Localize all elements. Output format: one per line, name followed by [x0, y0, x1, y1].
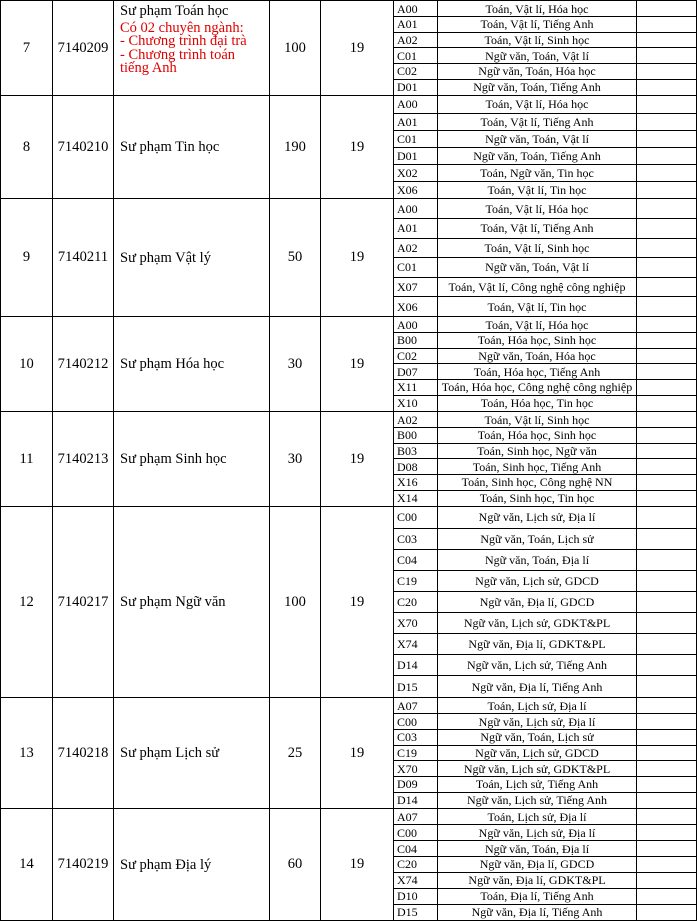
combination-row [394, 277, 696, 297]
subject-combinations [394, 698, 697, 809]
combination-subjects: Ngữ văn, Lịch sử, Tiếng Anh [438, 792, 637, 808]
combination-row [394, 888, 696, 904]
combination-code: C19 [394, 745, 438, 761]
combination-row [394, 348, 696, 364]
combination-code: A00 [397, 1, 418, 16]
combination-code: X10 [394, 395, 438, 411]
admission-quota: 100 [270, 507, 321, 698]
empty-cell [637, 904, 697, 920]
combination-subjects: Toán, Hóa học, Sinh học [438, 428, 637, 444]
empty-cell [637, 348, 697, 364]
empty-cell [637, 277, 697, 297]
empty-cell [637, 96, 697, 113]
specialization-note: tiếng Anh [120, 59, 177, 76]
combination-row [394, 729, 696, 745]
empty-cell [637, 729, 697, 745]
combination-row [394, 655, 696, 676]
major-cell [114, 317, 270, 412]
combination-row [394, 714, 696, 730]
specialization-note: - Chương trình toán [120, 46, 236, 63]
major-row [1, 809, 697, 921]
specialization-note: - Chương trình đại trà [120, 33, 247, 50]
empty-cell [637, 147, 697, 164]
combination-subjects: Ngữ văn, Lịch sử, GDKT&PL [438, 613, 637, 634]
combination-row [394, 181, 696, 198]
combination-subjects: Ngữ văn, Toán, Vật lí [438, 48, 637, 64]
combination-row [394, 613, 696, 634]
empty-cell [637, 490, 697, 506]
combination-list [394, 1, 696, 95]
combination-code: X16 [394, 475, 438, 491]
combination-list [394, 507, 696, 697]
subject-combinations [394, 96, 697, 199]
empty-cell [637, 199, 697, 219]
combination-code: D07 [394, 364, 438, 380]
empty-cell [637, 238, 697, 258]
empty-cell [637, 364, 697, 380]
combination-subjects: Ngữ văn, Địa lí, Tiếng Anh [438, 676, 637, 697]
combination-code: A00 [397, 317, 418, 332]
specialization-note: Có 02 chuyên ngành: [120, 20, 244, 36]
combination-row [394, 199, 696, 219]
row-number: 11 [1, 412, 53, 507]
combination-row [394, 113, 696, 130]
combination-code: A02 [394, 238, 438, 258]
major-name: Sư phạm Toán học [120, 3, 229, 19]
empty-cell [637, 888, 697, 904]
empty-cell [637, 79, 697, 95]
combination-list [394, 412, 696, 506]
admission-quota: 100 [270, 1, 321, 96]
combination-code: C00 [394, 714, 438, 730]
empty-cell [637, 613, 697, 634]
major-row [1, 1, 697, 96]
empty-cell [637, 64, 697, 80]
major-row [1, 698, 697, 809]
combination-code: C20 [394, 591, 438, 612]
combination-code: D01 [394, 147, 438, 164]
row-number: 10 [1, 317, 53, 412]
combination-subjects: Toán, Sinh học, Tin học [438, 490, 637, 506]
combination-code: X06 [394, 297, 438, 317]
combination-code: X02 [394, 164, 438, 181]
major-row [1, 199, 697, 317]
combination-code: C02 [394, 64, 438, 80]
combination-row [394, 395, 696, 411]
empty-cell [637, 676, 697, 697]
major-cell [114, 412, 270, 507]
major-code: 7140212 [53, 317, 114, 412]
row-number: 8 [1, 96, 53, 199]
combination-row [394, 904, 696, 920]
combination-list [394, 698, 696, 808]
combination-code: B00 [394, 333, 438, 349]
combination-code: X06 [394, 181, 438, 198]
combination-subjects: Ngữ văn, Toán, Địa lí [438, 549, 637, 570]
major-cell [114, 507, 270, 698]
admission-quota: 30 [270, 317, 321, 412]
combination-subjects: Toán, Vật lí, Tiếng Anh [438, 17, 637, 33]
combination-subjects: Ngữ văn, Toán, Tiếng Anh [438, 79, 637, 95]
combination-code: A00 [397, 201, 418, 216]
combination-row [394, 219, 696, 239]
combination-code: A07 [397, 698, 418, 713]
admission-quota: 25 [270, 698, 321, 809]
empty-cell [637, 761, 697, 777]
combination-code: C02 [394, 348, 438, 364]
empty-cell [637, 549, 697, 570]
combination-row [394, 745, 696, 761]
combination-row [394, 475, 696, 491]
combination-row [394, 96, 696, 113]
combination-subjects: Toán, Địa lí, Tiếng Anh [438, 888, 637, 904]
combination-row [394, 1, 696, 17]
major-name: Sư phạm Tin học [120, 139, 220, 155]
combination-code: C03 [394, 528, 438, 549]
combination-subjects: Toán, Vật lí, Tiếng Anh [438, 219, 637, 239]
empty-cell [637, 395, 697, 411]
combination-code: X11 [394, 380, 438, 396]
combination-code: A01 [394, 17, 438, 33]
combination-row [394, 676, 696, 697]
subject-combinations [394, 199, 697, 317]
major-code: 7140217 [53, 507, 114, 698]
admission-table-body [1, 1, 697, 921]
combination-code: X70 [394, 761, 438, 777]
combination-subjects: Toán, Vật lí, Tin học [438, 181, 637, 198]
combination-subjects: Ngữ văn, Toán, Hóa học [438, 64, 637, 80]
major-cell [114, 96, 270, 199]
combination-code: A00 [397, 97, 418, 112]
combination-code: C01 [394, 130, 438, 147]
combination-row [394, 825, 696, 841]
empty-cell [637, 164, 697, 181]
combination-subjects: Toán, Vật lí, Hóa học [438, 199, 637, 219]
combination-list [394, 96, 696, 198]
major-code: 7140213 [53, 412, 114, 507]
combination-subjects: Ngữ văn, Lịch sử, Địa lí [438, 825, 637, 841]
major-cell [114, 199, 270, 317]
combination-code: A01 [394, 219, 438, 239]
combination-row [394, 380, 696, 396]
major-code: 7140218 [53, 698, 114, 809]
combination-subjects: Ngữ văn, Lịch sử, Địa lí [438, 507, 637, 528]
combination-subjects: Ngữ văn, Địa lí, GDCD [438, 857, 637, 873]
combination-row [394, 591, 696, 612]
combination-row [394, 507, 696, 528]
combination-subjects: Toán, Sinh học, Tiếng Anh [438, 459, 637, 475]
benchmark-score: 19 [321, 199, 394, 317]
combination-row [394, 809, 696, 825]
major-cell [114, 809, 270, 921]
major-code: 7140211 [53, 199, 114, 317]
combination-subjects: Ngữ văn, Lịch sử, GDCD [438, 745, 637, 761]
combination-subjects: Toán, Vật lí, Công nghệ công nghiệp [438, 277, 637, 297]
combination-row [394, 490, 696, 506]
empty-cell [637, 181, 697, 198]
combination-code: C00 [397, 510, 418, 525]
combination-code: C04 [394, 549, 438, 570]
combination-code: C03 [394, 729, 438, 745]
combination-subjects: Toán, Hóa học, Tiếng Anh [438, 364, 637, 380]
combination-subjects: Toán, Vật lí, Sinh học [438, 32, 637, 48]
combination-subjects: Toán, Vật lí, Hóa học [438, 96, 637, 113]
empty-cell [637, 459, 697, 475]
combination-subjects: Toán, Lịch sử, Địa lí [438, 698, 637, 714]
subject-combinations [394, 507, 697, 698]
combination-code: C20 [394, 857, 438, 873]
empty-cell [637, 428, 697, 444]
major-name: Sư phạm Hóa học [120, 356, 225, 372]
combination-row [394, 857, 696, 873]
combination-code: C00 [394, 825, 438, 841]
major-cell [114, 1, 270, 96]
empty-cell [637, 317, 697, 333]
major-row [1, 96, 697, 199]
empty-cell [637, 591, 697, 612]
combination-code: D08 [394, 459, 438, 475]
combination-code: D10 [394, 888, 438, 904]
major-code: 7140219 [53, 809, 114, 921]
combination-row [394, 79, 696, 95]
combination-code: C01 [394, 48, 438, 64]
combination-subjects: Ngữ văn, Địa lí, GDKT&PL [438, 634, 637, 655]
combination-row [394, 64, 696, 80]
empty-cell [637, 443, 697, 459]
combination-subjects: Toán, Sinh học, Ngữ văn [438, 443, 637, 459]
combination-row [394, 841, 696, 857]
combination-row [394, 297, 696, 317]
subject-combinations [394, 317, 697, 412]
combination-subjects: Ngữ văn, Địa lí, GDKT&PL [438, 872, 637, 888]
combination-row [394, 48, 696, 64]
combination-row [394, 17, 696, 33]
combination-code: D14 [394, 655, 438, 676]
combination-subjects: Toán, Hóa học, Tin học [438, 395, 637, 411]
admission-quota: 30 [270, 412, 321, 507]
major-cell [114, 698, 270, 809]
combination-code: A02 [394, 32, 438, 48]
admission-quota: 50 [270, 199, 321, 317]
empty-cell [637, 857, 697, 873]
combination-subjects: Ngữ văn, Toán, Địa lí [438, 841, 637, 857]
empty-cell [637, 714, 697, 730]
combination-subjects: Ngữ văn, Lịch sử, Địa lí [438, 714, 637, 730]
benchmark-score: 19 [321, 507, 394, 698]
combination-subjects: Toán, Vật lí, Tiếng Anh [438, 113, 637, 130]
combination-row [394, 792, 696, 808]
empty-cell [637, 792, 697, 808]
major-row [1, 412, 697, 507]
combination-code: C01 [394, 258, 438, 278]
combination-subjects: Toán, Vật lí, Sinh học [438, 238, 637, 258]
empty-cell [637, 48, 697, 64]
subject-combinations [394, 809, 697, 921]
combination-row [394, 428, 696, 444]
benchmark-score: 19 [321, 317, 394, 412]
major-name: Sư phạm Ngữ văn [120, 594, 226, 610]
row-number: 13 [1, 698, 53, 809]
combination-list [394, 809, 696, 920]
combination-row [394, 317, 696, 333]
empty-cell [637, 825, 697, 841]
combination-row [394, 258, 696, 278]
combination-code: A02 [397, 412, 418, 427]
combination-row [394, 528, 696, 549]
empty-cell [637, 297, 697, 317]
combination-subjects: Ngữ văn, Toán, Hóa học [438, 348, 637, 364]
major-name: Sư phạm Vật lý [120, 249, 211, 266]
combination-list [394, 317, 696, 411]
combination-row [394, 872, 696, 888]
combination-code: X07 [394, 277, 438, 297]
empty-cell [637, 634, 697, 655]
row-number: 9 [1, 199, 53, 317]
admission-quota: 190 [270, 96, 321, 199]
major-name: Sư phạm Sinh học [120, 451, 227, 467]
empty-cell [637, 219, 697, 239]
combination-code: B00 [394, 428, 438, 444]
combination-row [394, 32, 696, 48]
combination-subjects: Toán, Vật lí, Sinh học [438, 412, 637, 428]
empty-cell [637, 380, 697, 396]
combination-subjects: Ngữ văn, Toán, Lịch sử [438, 729, 637, 745]
empty-cell [637, 655, 697, 676]
empty-cell [637, 1, 697, 17]
combination-row [394, 634, 696, 655]
combination-code: C04 [394, 841, 438, 857]
benchmark-score: 19 [321, 809, 394, 921]
major-row [1, 317, 697, 412]
combination-subjects: Ngữ văn, Lịch sử, GDKT&PL [438, 761, 637, 777]
benchmark-score: 19 [321, 96, 394, 199]
combination-row [394, 238, 696, 258]
combination-row [394, 777, 696, 793]
combination-subjects: Toán, Vật lí, Hóa học [438, 317, 637, 333]
combination-row [394, 459, 696, 475]
major-row [1, 507, 697, 698]
empty-cell [637, 412, 697, 428]
combination-row [394, 364, 696, 380]
benchmark-score: 19 [321, 1, 394, 96]
combination-subjects: Toán, Hóa học, Công nghệ công nghiệp [438, 380, 637, 396]
combination-code: X14 [394, 490, 438, 506]
empty-cell [637, 17, 697, 33]
combination-code: D01 [394, 79, 438, 95]
empty-cell [637, 528, 697, 549]
combination-subjects: Toán, Hóa học, Sinh học [438, 333, 637, 349]
combination-code: X70 [394, 613, 438, 634]
benchmark-score: 19 [321, 412, 394, 507]
empty-cell [637, 698, 697, 714]
combination-subjects: Toán, Lịch sử, Địa lí [438, 809, 637, 825]
empty-cell [637, 333, 697, 349]
combination-code: A01 [394, 113, 438, 130]
empty-cell [637, 872, 697, 888]
major-code: 7140209 [53, 1, 114, 96]
empty-cell [637, 841, 697, 857]
combination-subjects: Ngữ văn, Toán, Vật lí [438, 258, 637, 278]
combination-row [394, 443, 696, 459]
combination-subjects: Ngữ văn, Toán, Vật lí [438, 130, 637, 147]
combination-row [394, 333, 696, 349]
combination-row [394, 130, 696, 147]
combination-row [394, 412, 696, 428]
major-name: Sư phạm Địa lý [120, 856, 212, 873]
combination-subjects: Ngữ văn, Lịch sử, GDCD [438, 570, 637, 591]
subject-combinations [394, 1, 697, 96]
combination-code: X74 [394, 634, 438, 655]
combination-row [394, 147, 696, 164]
major-name: Sư phạm Lịch sử [120, 745, 220, 761]
combination-subjects: Ngữ văn, Lịch sử, Tiếng Anh [438, 655, 637, 676]
combination-list [394, 199, 696, 316]
combination-row [394, 164, 696, 181]
empty-cell [637, 809, 697, 825]
combination-code: D15 [394, 904, 438, 920]
subject-combinations [394, 412, 697, 507]
combination-subjects: Toán, Ngữ văn, Tin học [438, 164, 637, 181]
row-number: 12 [1, 507, 53, 698]
combination-subjects: Ngữ văn, Địa lí, GDCD [438, 591, 637, 612]
empty-cell [637, 570, 697, 591]
row-number: 7 [1, 1, 53, 96]
empty-cell [637, 475, 697, 491]
combination-code: X74 [394, 872, 438, 888]
empty-cell [637, 130, 697, 147]
empty-cell [637, 258, 697, 278]
combination-subjects: Ngữ văn, Toán, Tiếng Anh [438, 147, 637, 164]
empty-cell [637, 32, 697, 48]
combination-subjects: Ngữ văn, Toán, Lịch sử [438, 528, 637, 549]
admission-quota: 60 [270, 809, 321, 921]
combination-code: C19 [394, 570, 438, 591]
combination-row [394, 570, 696, 591]
benchmark-score: 19 [321, 698, 394, 809]
combination-row [394, 698, 696, 714]
combination-code: D14 [394, 792, 438, 808]
major-code: 7140210 [53, 96, 114, 199]
combination-subjects: Toán, Lịch sử, Tiếng Anh [438, 777, 637, 793]
combination-subjects: Toán, Sinh học, Công nghệ NN [438, 475, 637, 491]
empty-cell [637, 745, 697, 761]
combination-code: D15 [394, 676, 438, 697]
combination-row [394, 549, 696, 570]
combination-subjects: Toán, Vật lí, Hóa học [438, 1, 637, 17]
combination-code: B03 [394, 443, 438, 459]
combination-subjects: Ngữ văn, Địa lí, Tiếng Anh [438, 904, 637, 920]
empty-cell [637, 507, 697, 528]
empty-cell [637, 113, 697, 130]
combination-code: D09 [394, 777, 438, 793]
combination-row [394, 761, 696, 777]
empty-cell [637, 777, 697, 793]
combination-subjects: Toán, Vật lí, Tin học [438, 297, 637, 317]
row-number: 14 [1, 809, 53, 921]
combination-code: A07 [397, 809, 418, 824]
